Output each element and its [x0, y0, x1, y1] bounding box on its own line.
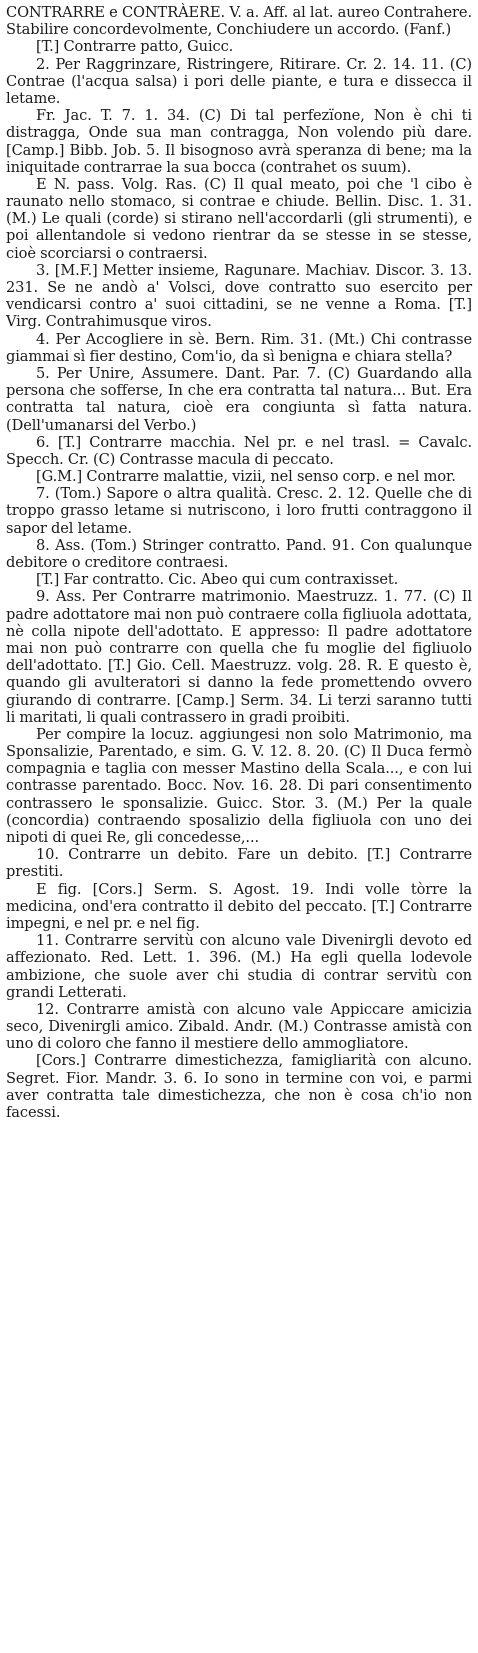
- sense-8: 8. Ass. (Tom.) Stringer contratto. Pand. 91. Con qualunque debitore o creditore contraesi.: [6, 536, 472, 571]
- headword-entry: CONTRARRE e CONTRÀERE. V. a. Aff. al lat. aureo Contrahere. Stabilire concordevolmente, Conchiudere un accordo. (Fanf.): [6, 4, 472, 39]
- sense-4: 4. Per Accogliere in sè. Bern. Rim. 31. (Mt.) Chi contrasse giammai sì fier destino, Com'io, da sì benigna e chiara stella?: [6, 330, 472, 365]
- sense-10: 10. Contrarre un debito. Fare un debito. [T.] Contrarre prestiti.: [6, 846, 472, 881]
- sense-2: 2. Per Raggrinzare, Ristringere, Ritirare. Cr. 2. 14. 11. (C) Contrae (l'acqua salsa) i pori delle piante, e tura e dissecca il letame.: [6, 55, 472, 107]
- entry-paragraph: E fig. [Cors.] Serm. S. Agost. 19. Indi volle tòrre la medicina, ond'era contratto il debito del peccato. [T.] Contrarre impegni, e nel pr. e nel fig.: [6, 880, 472, 932]
- sense-6: 6. [T.] Contrarre macchia. Nel pr. e nel trasl. = Cavalc. Specch. Cr. (C) Contrasse macula di peccato.: [6, 433, 472, 468]
- sense-3: 3. [M.F.] Metter insieme, Ragunare. Machiav. Discor. 3. 13. 231. Se ne andò a' Volsci, dove contratto suo esercito per vendicarsi contro a' suoi cittadini, se ne venne a Roma. [T.] Virg. Contrahimusque viros.: [6, 261, 472, 331]
- entry-paragraph: [T.] Contrarre patto, Guicc.: [36, 38, 234, 56]
- entry-paragraph: E N. pass. Volg. Ras. (C) Il qual meato, poi che 'l cibo è raunato nello stomaco, si contrae e chiude. Bellin. Disc. 1. 31. (M.) Le quali (corde) si stirano nell'accordarli (gli strumenti), e poi allentandole si vedono rientrar da se stesse in se stesse, cioè scorciarsi o contraersi.: [6, 175, 472, 262]
- sense-11: 11. Contrarre servitù con alcuno vale Divenirgli devoto ed affezionato. Red. Lett. 1. 396. (M.) Ha egli quella lodevole ambizione, che suole aver chi studia di contrar servitù con grandi Letterati.: [6, 932, 472, 1001]
- sense-9: 9. Ass. Per Contrarre matrimonio. Maestruzz. 1. 77. (C) Il padre adottatore mai non può contraere colla figliuola adottata, nè colla nipote dell'adottato. E appresso: Il padre adottatore mai non può contrarre con quella che fu moglie del figliuolo dell'adottato. [T.] Gio. Cell. Maestruzz. volg. 28. R. E questo è, quando gli avulteratori si danno la fede promettendo ovvero giurando di contrarre. [Camp.] Serm. 34. Li terzi saranno tutti li maritati, li quali contrassero in gradi proibiti.: [6, 588, 472, 726]
- entry-paragraph: Per compire la locuz. aggiungesi non solo Matrimonio, ma Sponsalizie, Parentado, e sim. G. V. 12. 8. 20. (C) Il Duca fermò compagnia e taglia con messer Mastino della Scala..., e con lui contrasse parentado. Bocc. Nov. 16. 28. Di pari consentimento contrassero le sponsalizie. Guicc. Stor. 3. (M.) Per la quale (concordia) contraendo sposalizio della figliuola con uno dei nipoti di quei Re, gli concedesse,...: [6, 725, 472, 846]
- entry-paragraph: [T.] Far contratto. Cic. Abeo qui cum contraxisset.: [36, 571, 399, 589]
- entry-paragraph: [G.M.] Contrarre malattie, vizii, nel senso corp. e nel mor.: [36, 468, 456, 486]
- entry-paragraph: Fr. Jac. T. 7. 1. 34. (C) Di tal perfezïone, Non è chi ti distragga, Onde sua man contragga, Non volendo più dare. [Camp.] Bibb. Job. 5. Il bisognoso avrà speranza di bene; ma la iniquitade contrarrae la sua bocca (contrahet os suum).: [6, 107, 472, 176]
- sense-5: 5. Per Unire, Assumere. Dant. Par. 7. (C) Guardando alla persona che sofferse, In che era contratta tal natura... But. Era contratta tal natura, cioè era congiunta sì fatta natura. (Dell'umanarsi del Verbo.): [6, 364, 472, 434]
- sense-12: 12. Contrarre amistà con alcuno vale Appiccare amicizia seco, Divenirgli amico. Zibald. Andr. (M.) Contrasse amistà con uno di coloro che fanno il mestiere dello ammogliatore.: [6, 1000, 472, 1053]
- sense-7: 7. (Tom.) Sapore o altra qualità. Cresc. 2. 12. Quelle che di troppo grasso letame si nutriscono, i loro frutti contraggono il sapor del letame.: [6, 485, 472, 537]
- entry-paragraph: [Cors.] Contrarre dimestichezza, famigliarità con alcuno. Segret. Fior. Mandr. 3. 6. Io sono in termine con voi, e parmi aver contratta tale dimestichezza, che non è cosa ch'io non facessi.: [6, 1052, 472, 1121]
